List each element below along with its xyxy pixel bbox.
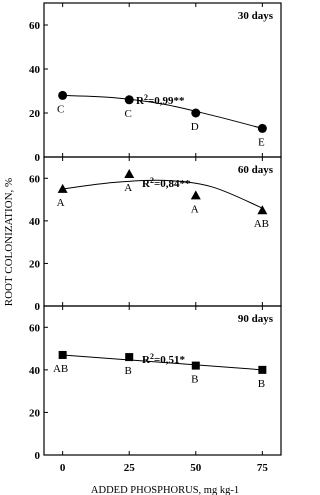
r-squared-exponent: 2 bbox=[149, 176, 154, 185]
y-tick-label: 0 bbox=[34, 301, 40, 313]
y-tick-label: 60 bbox=[29, 20, 40, 32]
y-tick-label: 0 bbox=[34, 152, 40, 164]
point-label: B bbox=[124, 365, 132, 378]
data-point bbox=[258, 366, 266, 374]
point-label: A bbox=[56, 196, 65, 209]
x-tick-label: 0 bbox=[59, 462, 66, 474]
x-tick-label: 25 bbox=[123, 462, 135, 474]
data-point bbox=[58, 91, 67, 100]
r-squared-label bbox=[142, 352, 185, 366]
y-axis-label: ROOT COLONIZATION, % bbox=[3, 177, 15, 307]
y-tick-label: 60 bbox=[29, 173, 40, 186]
data-point bbox=[125, 353, 133, 361]
r-squared-value: =0,99** bbox=[147, 95, 185, 107]
r-squared-symbol: R bbox=[142, 178, 150, 190]
data-point bbox=[125, 95, 134, 104]
r-squared-exponent: 2 bbox=[149, 352, 154, 361]
r-squared-symbol: R bbox=[136, 95, 144, 107]
x-axis-label: ADDED PHOSPHORUS, mg kg-1 bbox=[90, 485, 240, 495]
point-label: C bbox=[124, 107, 132, 120]
y-tick-label: 40 bbox=[29, 215, 40, 228]
y-tick-label: 0 bbox=[34, 450, 40, 462]
panel-title: 90 days bbox=[237, 313, 273, 325]
y-tick-label: 20 bbox=[29, 407, 40, 420]
panel-frame bbox=[44, 3, 281, 157]
r-squared-value: =0,51* bbox=[153, 354, 185, 366]
data-point bbox=[192, 362, 200, 370]
point-label: B bbox=[257, 377, 266, 390]
r-squared-symbol: R bbox=[142, 354, 150, 366]
data-point bbox=[124, 169, 134, 178]
r-squared-label bbox=[136, 93, 185, 107]
data-point bbox=[59, 351, 67, 359]
x-tick-label: 50 bbox=[190, 462, 202, 474]
y-tick-label: 20 bbox=[29, 108, 40, 120]
x-tick-label: 75 bbox=[256, 462, 268, 474]
r-squared-value: =0,84** bbox=[153, 178, 191, 190]
r-squared-exponent: 2 bbox=[143, 93, 148, 102]
panel-frame bbox=[44, 306, 281, 455]
panels bbox=[29, 3, 281, 474]
data-point bbox=[258, 124, 267, 133]
r-squared-label bbox=[142, 176, 191, 190]
point-label: AB bbox=[52, 362, 69, 375]
point-label: D bbox=[190, 121, 199, 133]
point-label: C bbox=[56, 103, 65, 116]
point-label: A bbox=[190, 203, 199, 216]
point-label: A bbox=[124, 182, 133, 195]
y-tick-label: 40 bbox=[29, 364, 40, 377]
point-label: B bbox=[191, 373, 199, 386]
panel-3 bbox=[29, 306, 281, 462]
panel-title: 30 days bbox=[237, 10, 273, 22]
y-tick-label: 20 bbox=[29, 258, 40, 271]
panel-1 bbox=[29, 3, 281, 164]
point-label: E bbox=[257, 136, 265, 149]
panel-title: 60 days bbox=[237, 164, 273, 176]
y-tick-label: 40 bbox=[29, 64, 40, 76]
panel-2 bbox=[29, 157, 281, 313]
y-tick-label: 60 bbox=[29, 322, 40, 335]
data-point bbox=[191, 109, 200, 118]
data-point bbox=[191, 190, 201, 199]
point-label: AB bbox=[253, 218, 270, 231]
